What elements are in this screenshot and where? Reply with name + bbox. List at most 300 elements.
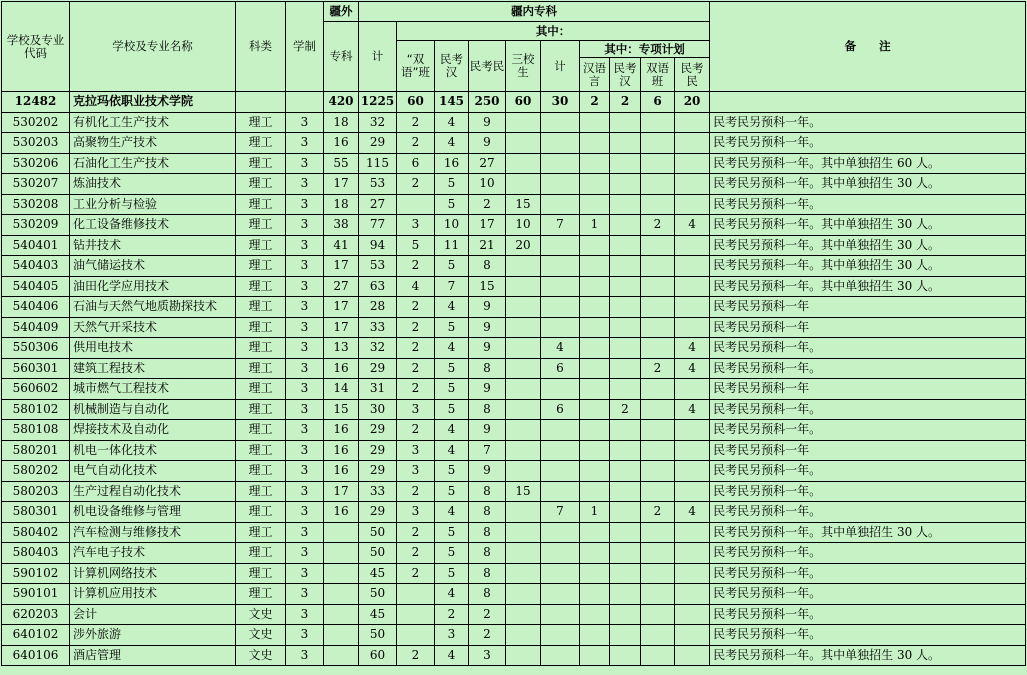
cell-sp-minkaomin: [675, 317, 710, 338]
cell-name: 化工设备维修技术: [70, 215, 236, 236]
cell-sp-shuangyu: 2: [641, 215, 675, 236]
cell-minkaomin: 9: [469, 317, 506, 338]
cell-sp-hanyuyan: [580, 194, 610, 215]
cell-shuangyu: 6: [397, 153, 435, 174]
cell-outside: 16: [324, 440, 359, 461]
cell-name: 酒店管理: [70, 645, 236, 666]
cell-minkaomin: 9: [469, 379, 506, 400]
cell-sp-total: 4: [541, 338, 580, 359]
cell-total: 1225: [359, 92, 397, 113]
cell-total: 29: [359, 440, 397, 461]
cell-remark: 民考民另预科一年。: [710, 502, 1026, 523]
cell-shuangyu: 2: [397, 174, 435, 195]
cell-remark: 民考民另预科一年。: [710, 543, 1026, 564]
cell-minkaomin: 8: [469, 481, 506, 502]
cell-sanxiao: [506, 358, 541, 379]
cell-minkaohan: 4: [435, 338, 469, 359]
cell-remark: 民考民另预科一年。其中单独招生 30 人。: [710, 215, 1026, 236]
cell-code: 590102: [2, 563, 70, 584]
cell-outside: 16: [324, 420, 359, 441]
cell-name: 汽车检测与维修技术: [70, 522, 236, 543]
cell-category: 理工: [236, 174, 286, 195]
cell-sp-total: [541, 153, 580, 174]
cell-total: 50: [359, 522, 397, 543]
cell-minkaohan: 3: [435, 625, 469, 646]
cell-total: 53: [359, 174, 397, 195]
cell-name: 城市燃气工程技术: [70, 379, 236, 400]
cell-sp-shuangyu: [641, 625, 675, 646]
cell-name: 会计: [70, 604, 236, 625]
cell-sp-shuangyu: [641, 379, 675, 400]
cell-sp-total: [541, 563, 580, 584]
cell-minkaomin: 10: [469, 174, 506, 195]
cell-total: 29: [359, 420, 397, 441]
cell-outside: 41: [324, 235, 359, 256]
cell-sp-minkaohan: [610, 420, 641, 441]
cell-category: 理工: [236, 522, 286, 543]
table-row: [2, 276, 1026, 297]
cell-shuangyu: 2: [397, 338, 435, 359]
cell-total: 30: [359, 399, 397, 420]
cell-years: 3: [286, 399, 324, 420]
cell-category: [236, 92, 286, 113]
cell-outside: [324, 543, 359, 564]
cell-category: 理工: [236, 153, 286, 174]
cell-minkaohan: 11: [435, 235, 469, 256]
cell-outside: 16: [324, 133, 359, 154]
cell-sp-minkaohan: [610, 276, 641, 297]
cell-remark: 民考民另预科一年。: [710, 604, 1026, 625]
cell-sp-shuangyu: [641, 563, 675, 584]
header-total: 计: [359, 22, 397, 92]
cell-name: 油气储运技术: [70, 256, 236, 277]
cell-remark: 民考民另预科一年。其中单独招生 30 人。: [710, 174, 1026, 195]
cell-sp-total: [541, 379, 580, 400]
cell-minkaohan: 5: [435, 543, 469, 564]
cell-years: 3: [286, 358, 324, 379]
cell-sanxiao: [506, 174, 541, 195]
cell-code: 580403: [2, 543, 70, 564]
cell-sanxiao: [506, 420, 541, 441]
cell-minkaomin: 8: [469, 584, 506, 605]
cell-sp-total: [541, 112, 580, 133]
cell-shuangyu: 2: [397, 645, 435, 666]
cell-minkaomin: 8: [469, 256, 506, 277]
cell-minkaohan: 5: [435, 461, 469, 482]
cell-sp-total: [541, 584, 580, 605]
cell-outside: 15: [324, 399, 359, 420]
cell-name: 焊接技术及自动化: [70, 420, 236, 441]
cell-sp-hanyuyan: [580, 112, 610, 133]
table-row: [2, 297, 1026, 318]
cell-sp-minkaomin: [675, 420, 710, 441]
cell-shuangyu: 2: [397, 543, 435, 564]
cell-name: 有机化工生产技术: [70, 112, 236, 133]
cell-sp-minkaohan: [610, 502, 641, 523]
cell-minkaohan: 5: [435, 481, 469, 502]
cell-sp-minkaomin: [675, 563, 710, 584]
header-inside-group: 疆内专科: [359, 2, 710, 22]
cell-category: 理工: [236, 112, 286, 133]
cell-code: 530209: [2, 215, 70, 236]
cell-sp-shuangyu: 6: [641, 92, 675, 113]
cell-remark: 民考民另预科一年。: [710, 625, 1026, 646]
header-category: 科类: [236, 2, 286, 92]
cell-sanxiao: 20: [506, 235, 541, 256]
cell-sp-hanyuyan: [580, 604, 610, 625]
cell-sp-shuangyu: 2: [641, 358, 675, 379]
cell-sanxiao: [506, 399, 541, 420]
cell-shuangyu: 3: [397, 461, 435, 482]
cell-sp-total: [541, 133, 580, 154]
header-sanxiaosheng: 三校生: [506, 41, 541, 92]
cell-sp-minkaohan: [610, 133, 641, 154]
cell-sp-hanyuyan: [580, 440, 610, 461]
cell-sp-minkaohan: [610, 645, 641, 666]
cell-name: 供用电技术: [70, 338, 236, 359]
cell-sanxiao: [506, 461, 541, 482]
cell-sanxiao: [506, 112, 541, 133]
cell-sp-minkaohan: [610, 194, 641, 215]
cell-sp-minkaohan: [610, 543, 641, 564]
cell-outside: 38: [324, 215, 359, 236]
cell-sp-shuangyu: 2: [641, 502, 675, 523]
cell-category: 理工: [236, 461, 286, 482]
cell-code: 580202: [2, 461, 70, 482]
cell-sp-minkaohan: 2: [610, 399, 641, 420]
cell-shuangyu: 2: [397, 379, 435, 400]
cell-minkaomin: 9: [469, 297, 506, 318]
cell-outside: 16: [324, 461, 359, 482]
cell-shuangyu: 4: [397, 276, 435, 297]
table-row: [2, 604, 1026, 625]
cell-outside: 13: [324, 338, 359, 359]
cell-sanxiao: [506, 440, 541, 461]
cell-minkaohan: 4: [435, 645, 469, 666]
cell-sp-minkaohan: [610, 174, 641, 195]
header-remarks: 备 注: [710, 2, 1026, 92]
cell-sp-minkaomin: 20: [675, 92, 710, 113]
table-row: [2, 112, 1026, 133]
cell-remark: 民考民另预科一年。: [710, 133, 1026, 154]
cell-shuangyu: 2: [397, 522, 435, 543]
cell-remark: 民考民另预科一年: [710, 297, 1026, 318]
cell-minkaohan: 4: [435, 584, 469, 605]
cell-minkaomin: 2: [469, 194, 506, 215]
cell-sp-minkaohan: [610, 379, 641, 400]
cell-category: 理工: [236, 256, 286, 277]
cell-category: 理工: [236, 502, 286, 523]
cell-name: 计算机网络技术: [70, 563, 236, 584]
cell-code: 590101: [2, 584, 70, 605]
cell-sp-shuangyu: [641, 112, 675, 133]
cell-code: 12482: [2, 92, 70, 113]
cell-remark: 民考民另预科一年。其中单独招生 30 人。: [710, 256, 1026, 277]
cell-shuangyu: 2: [397, 358, 435, 379]
cell-shuangyu: [397, 194, 435, 215]
cell-sp-hanyuyan: [580, 133, 610, 154]
cell-shuangyu: 3: [397, 399, 435, 420]
cell-sp-minkaomin: 4: [675, 338, 710, 359]
cell-total: 63: [359, 276, 397, 297]
cell-sp-minkaohan: [610, 563, 641, 584]
cell-code: 540403: [2, 256, 70, 277]
cell-code: 640106: [2, 645, 70, 666]
table-row: [2, 317, 1026, 338]
cell-sp-shuangyu: [641, 420, 675, 441]
cell-minkaomin: 27: [469, 153, 506, 174]
cell-category: 理工: [236, 481, 286, 502]
cell-years: 3: [286, 317, 324, 338]
cell-name: 高聚物生产技术: [70, 133, 236, 154]
cell-total: 27: [359, 194, 397, 215]
cell-sp-minkaohan: [610, 153, 641, 174]
cell-remark: 民考民另预科一年。: [710, 420, 1026, 441]
cell-sp-shuangyu: [641, 194, 675, 215]
cell-sanxiao: [506, 317, 541, 338]
table-row: [2, 338, 1026, 359]
cell-category: 文史: [236, 604, 286, 625]
cell-minkaomin: 8: [469, 502, 506, 523]
cell-sp-minkaohan: [610, 215, 641, 236]
cell-category: 理工: [236, 563, 286, 584]
cell-sanxiao: 15: [506, 481, 541, 502]
cell-sp-hanyuyan: [580, 235, 610, 256]
cell-sp-shuangyu: [641, 522, 675, 543]
cell-years: 3: [286, 112, 324, 133]
table-row: [2, 522, 1026, 543]
cell-sp-hanyuyan: 2: [580, 92, 610, 113]
cell-outside: 14: [324, 379, 359, 400]
cell-shuangyu: 3: [397, 502, 435, 523]
cell-remark: 民考民另预科一年。: [710, 112, 1026, 133]
cell-minkaohan: 5: [435, 256, 469, 277]
cell-minkaohan: 5: [435, 174, 469, 195]
cell-sp-hanyuyan: [580, 399, 610, 420]
cell-sp-minkaohan: [610, 338, 641, 359]
cell-total: 32: [359, 338, 397, 359]
cell-sp-minkaohan: [610, 317, 641, 338]
cell-shuangyu: 60: [397, 92, 435, 113]
cell-total: 29: [359, 358, 397, 379]
header-code: 学校及专业代码: [2, 2, 70, 92]
cell-remark: 民考民另预科一年。: [710, 194, 1026, 215]
cell-sp-shuangyu: [641, 174, 675, 195]
cell-minkaomin: 250: [469, 92, 506, 113]
cell-code: 580108: [2, 420, 70, 441]
table-row: [2, 440, 1026, 461]
cell-total: 94: [359, 235, 397, 256]
cell-category: 文史: [236, 645, 286, 666]
cell-sp-minkaomin: [675, 604, 710, 625]
cell-name: 生产过程自动化技术: [70, 481, 236, 502]
cell-sp-minkaohan: [610, 112, 641, 133]
cell-total: 50: [359, 543, 397, 564]
cell-total: 77: [359, 215, 397, 236]
cell-minkaohan: 4: [435, 502, 469, 523]
cell-sanxiao: 60: [506, 92, 541, 113]
cell-sp-minkaomin: 4: [675, 215, 710, 236]
cell-years: 3: [286, 153, 324, 174]
cell-minkaohan: 4: [435, 112, 469, 133]
cell-years: 3: [286, 625, 324, 646]
table-row: [2, 420, 1026, 441]
cell-minkaomin: 2: [469, 604, 506, 625]
cell-total: 50: [359, 625, 397, 646]
cell-sp-shuangyu: [641, 338, 675, 359]
cell-shuangyu: 2: [397, 256, 435, 277]
cell-sp-total: [541, 625, 580, 646]
cell-remark: 民考民另预科一年。: [710, 584, 1026, 605]
cell-years: 3: [286, 133, 324, 154]
cell-outside: 17: [324, 317, 359, 338]
cell-sp-total: [541, 194, 580, 215]
cell-years: 3: [286, 604, 324, 625]
table-row: [2, 502, 1026, 523]
cell-outside: 17: [324, 174, 359, 195]
cell-sp-minkaomin: [675, 481, 710, 502]
cell-sanxiao: [506, 625, 541, 646]
cell-name: 炼油技术: [70, 174, 236, 195]
cell-sp-total: [541, 522, 580, 543]
cell-outside: [324, 645, 359, 666]
cell-minkaomin: 3: [469, 645, 506, 666]
cell-sp-minkaomin: [675, 440, 710, 461]
cell-minkaomin: 9: [469, 133, 506, 154]
cell-remark: 民考民另预科一年: [710, 317, 1026, 338]
cell-name: 钻井技术: [70, 235, 236, 256]
cell-sp-minkaomin: 4: [675, 502, 710, 523]
cell-minkaohan: 145: [435, 92, 469, 113]
cell-category: 理工: [236, 420, 286, 441]
cell-sp-hanyuyan: [580, 338, 610, 359]
cell-sp-minkaohan: [610, 522, 641, 543]
cell-sp-minkaomin: [675, 379, 710, 400]
table-row: [2, 563, 1026, 584]
cell-sp-shuangyu: [641, 256, 675, 277]
cell-minkaomin: 8: [469, 399, 506, 420]
cell-sanxiao: [506, 563, 541, 584]
cell-category: 理工: [236, 317, 286, 338]
cell-category: 文史: [236, 625, 286, 646]
header-sp-minkaomin: 民考民: [675, 58, 710, 92]
cell-sp-hanyuyan: [580, 522, 610, 543]
cell-sp-total: [541, 543, 580, 564]
cell-shuangyu: 2: [397, 481, 435, 502]
cell-sp-minkaohan: [610, 256, 641, 277]
cell-code: 540405: [2, 276, 70, 297]
cell-sp-shuangyu: [641, 317, 675, 338]
cell-total: 31: [359, 379, 397, 400]
cell-shuangyu: 2: [397, 297, 435, 318]
cell-name: 天然气开采技术: [70, 317, 236, 338]
cell-sanxiao: [506, 256, 541, 277]
cell-total: 53: [359, 256, 397, 277]
cell-years: 3: [286, 584, 324, 605]
cell-code: 580102: [2, 399, 70, 420]
cell-remark: 民考民另预科一年。其中单独招生 30 人。: [710, 645, 1026, 666]
cell-minkaomin: 9: [469, 112, 506, 133]
cell-sp-hanyuyan: [580, 153, 610, 174]
cell-minkaomin: 8: [469, 522, 506, 543]
cell-code: 580301: [2, 502, 70, 523]
cell-sp-hanyuyan: [580, 317, 610, 338]
cell-outside: 420: [324, 92, 359, 113]
cell-shuangyu: 2: [397, 317, 435, 338]
cell-sp-minkaohan: [610, 440, 641, 461]
cell-sp-minkaohan: [610, 584, 641, 605]
cell-minkaohan: 5: [435, 563, 469, 584]
cell-remark: [710, 92, 1026, 113]
cell-sp-hanyuyan: [580, 174, 610, 195]
cell-outside: 16: [324, 502, 359, 523]
cell-sanxiao: [506, 276, 541, 297]
cell-minkaohan: 16: [435, 153, 469, 174]
table-row: [2, 235, 1026, 256]
header-sp-shuangyu: 双语班: [641, 58, 675, 92]
cell-total: 32: [359, 112, 397, 133]
cell-sp-minkaohan: [610, 625, 641, 646]
table-row: [2, 379, 1026, 400]
cell-code: 580203: [2, 481, 70, 502]
cell-outside: 18: [324, 194, 359, 215]
table-row: [2, 174, 1026, 195]
cell-sp-shuangyu: [641, 584, 675, 605]
cell-category: 理工: [236, 276, 286, 297]
cell-code: 530207: [2, 174, 70, 195]
cell-outside: 18: [324, 112, 359, 133]
cell-shuangyu: [397, 584, 435, 605]
cell-sp-total: [541, 645, 580, 666]
cell-sp-minkaomin: [675, 153, 710, 174]
cell-shuangyu: 2: [397, 133, 435, 154]
cell-sp-shuangyu: [641, 604, 675, 625]
cell-sp-total: [541, 235, 580, 256]
cell-outside: [324, 584, 359, 605]
cell-total: 29: [359, 461, 397, 482]
cell-years: 3: [286, 522, 324, 543]
cell-remark: 民考民另预科一年。其中单独招生 60 人。: [710, 153, 1026, 174]
header-minkaomin: 民考民: [469, 41, 506, 92]
header-sp-hanyuyan: 汉语言: [580, 58, 610, 92]
cell-minkaomin: 17: [469, 215, 506, 236]
cell-sp-minkaohan: [610, 297, 641, 318]
table-row: [2, 481, 1026, 502]
header-shuangyu: “双语”班: [397, 41, 435, 92]
cell-sp-hanyuyan: [580, 297, 610, 318]
cell-name: 机电一体化技术: [70, 440, 236, 461]
cell-years: 3: [286, 256, 324, 277]
cell-sp-total: [541, 276, 580, 297]
cell-sp-shuangyu: [641, 461, 675, 482]
header-outside-sub: 专科: [324, 22, 359, 92]
cell-sp-total: [541, 317, 580, 338]
cell-sp-hanyuyan: [580, 645, 610, 666]
cell-years: 3: [286, 440, 324, 461]
cell-sp-hanyuyan: [580, 276, 610, 297]
cell-outside: 16: [324, 358, 359, 379]
cell-minkaohan: 5: [435, 317, 469, 338]
header-of-which: 其中：: [397, 22, 710, 41]
cell-total: 29: [359, 133, 397, 154]
header-special-group: 其中：专项计划: [580, 41, 710, 58]
cell-name: 石油化工生产技术: [70, 153, 236, 174]
cell-years: 3: [286, 379, 324, 400]
cell-remark: 民考民另预科一年。: [710, 481, 1026, 502]
cell-outside: 55: [324, 153, 359, 174]
cell-category: 理工: [236, 399, 286, 420]
cell-minkaomin: 7: [469, 440, 506, 461]
